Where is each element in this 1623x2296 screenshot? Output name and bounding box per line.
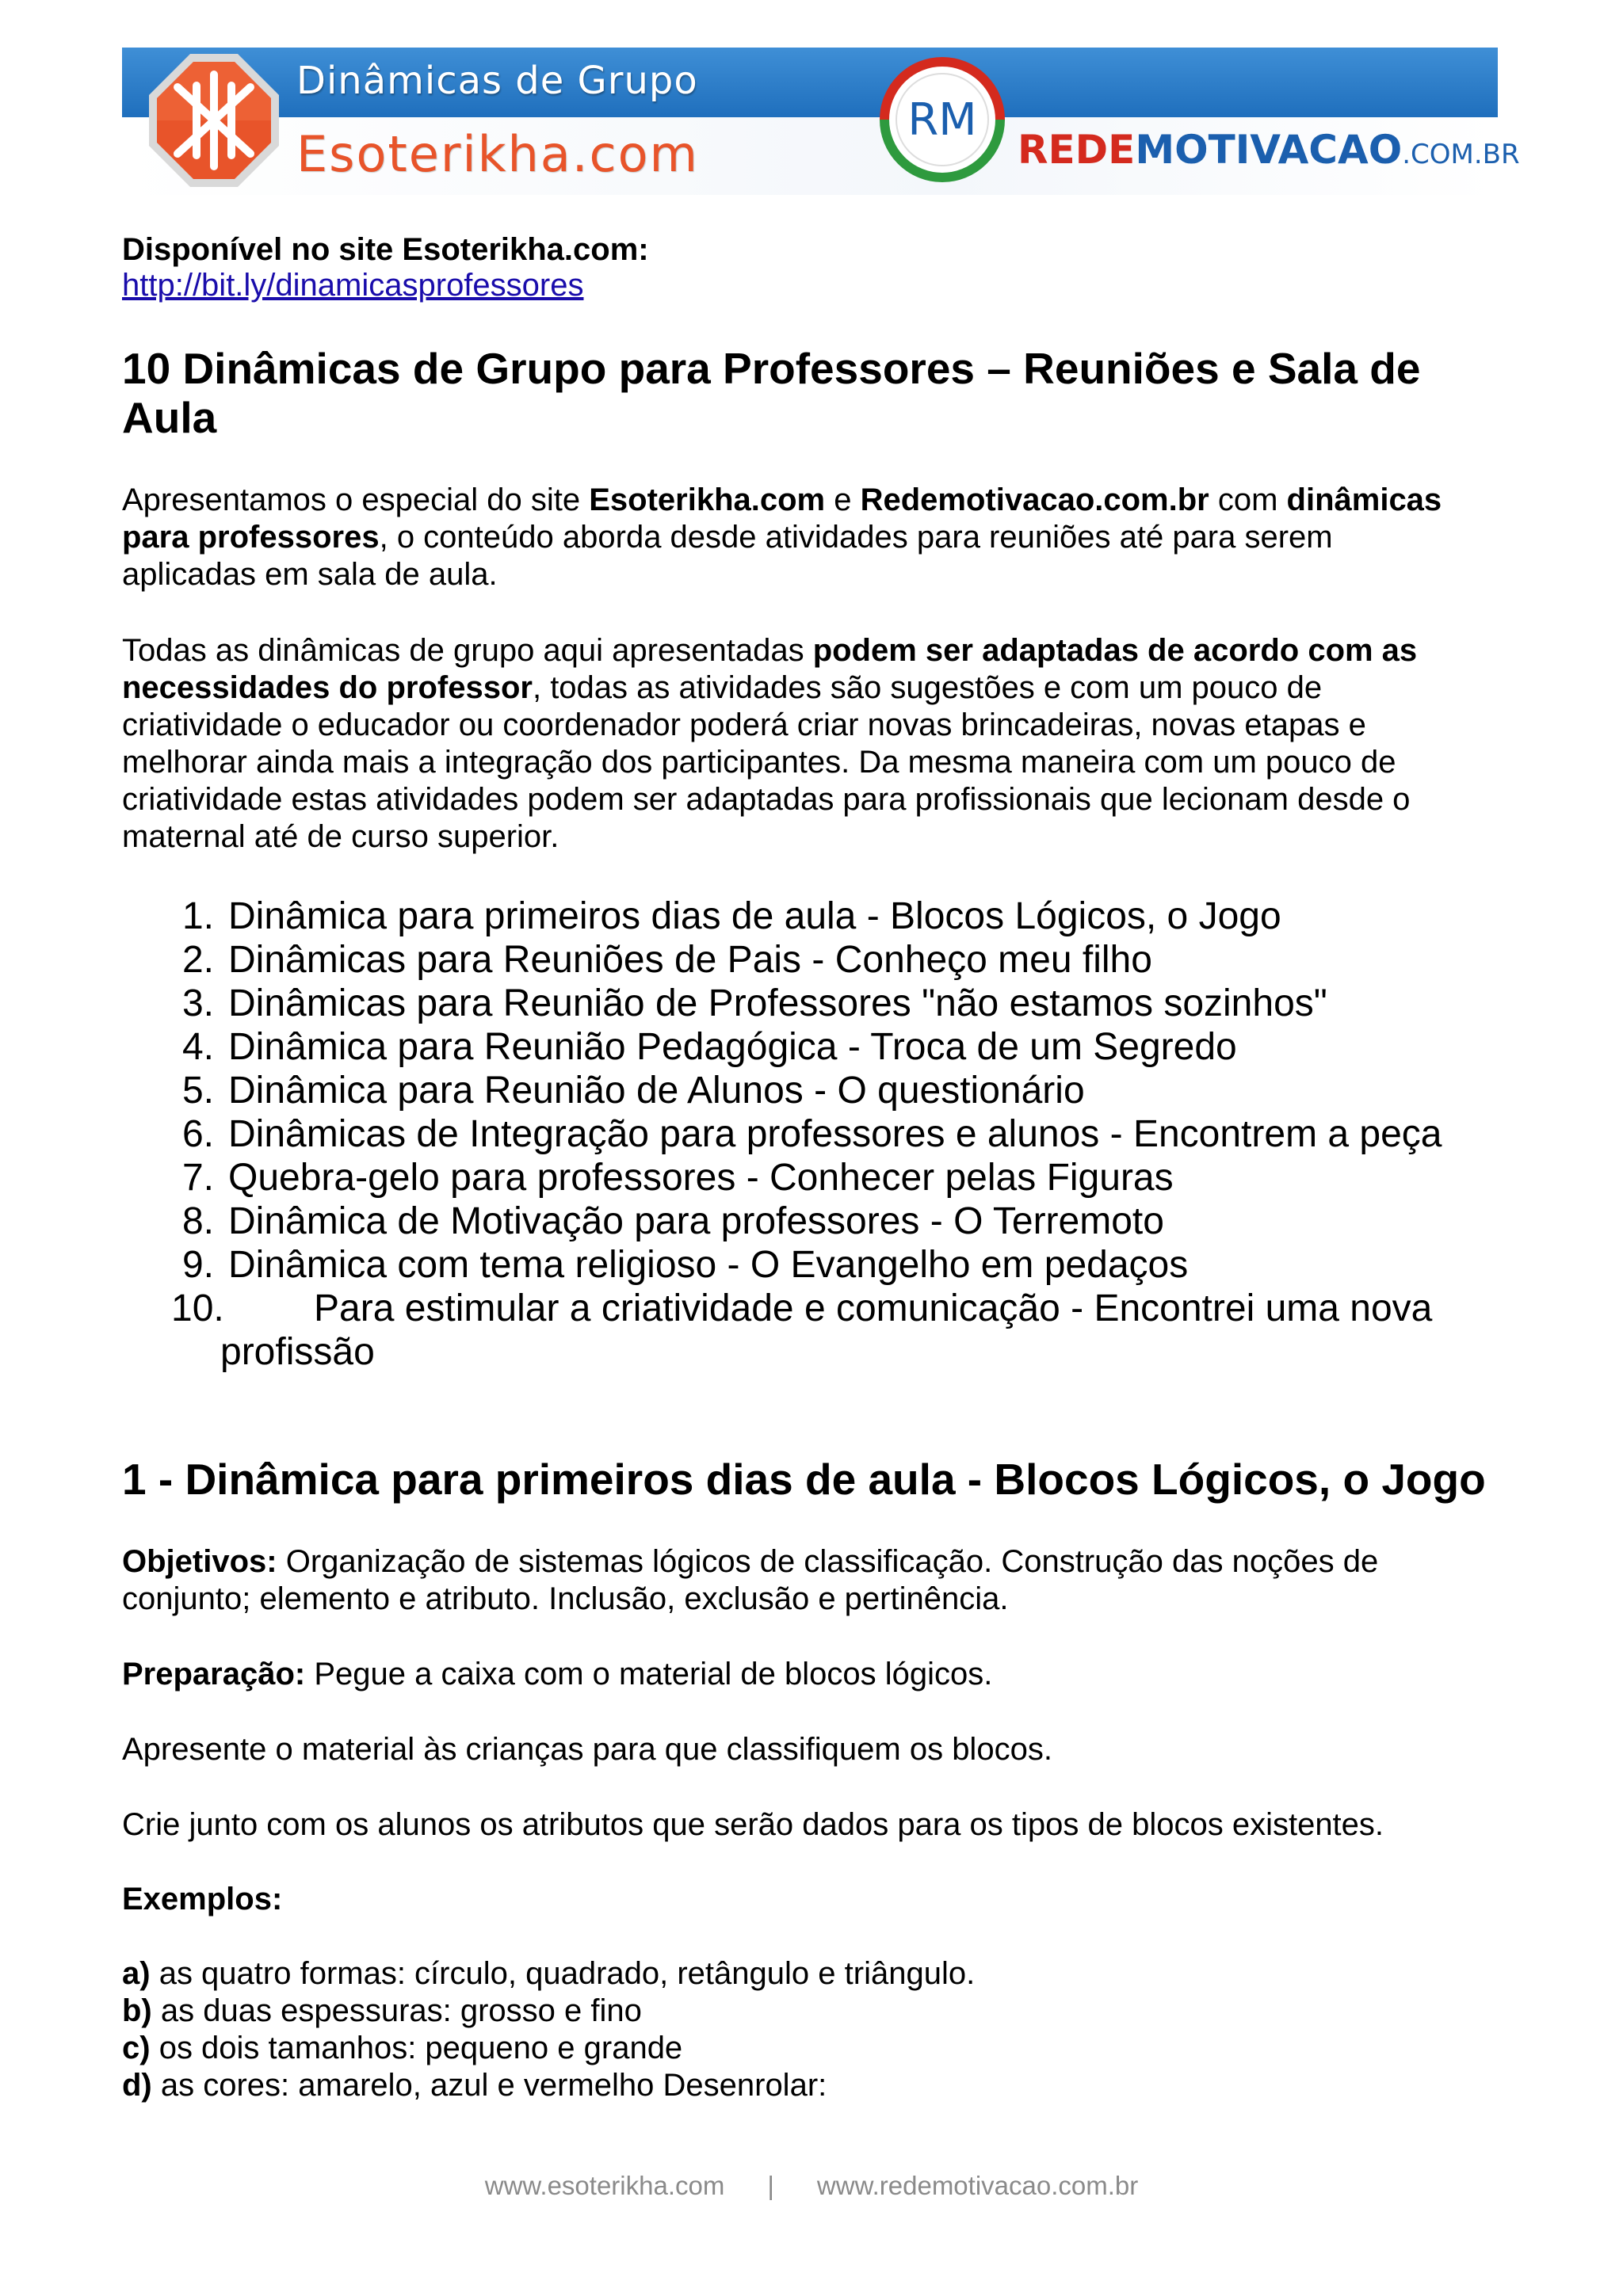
intro-paragraph-2-line-6: maternal até de curso superior. xyxy=(122,819,559,854)
section-1-paragraph: Apresente o material às crianças para que classifiquem os blocos. xyxy=(122,1732,1052,1767)
footer-separator: | xyxy=(767,2171,774,2200)
page-title-line-2: Aula xyxy=(122,393,217,442)
footer-link-redemotivacao[interactable]: www.redemotivacao.com.br xyxy=(816,2171,1139,2200)
example-item: d) as cores: amarelo, azul e vermelho Desenrolar: xyxy=(122,2068,827,2103)
preparacao-line: Preparação: Pegue a caixa com o material de blocos lógicos. xyxy=(122,1657,993,1691)
intro-paragraph-2-line-4: melhorar ainda mais a integração dos participantes. Da mesma maneira com um pouco de xyxy=(122,745,1396,780)
toc-item[interactable]: 3. Dinâmicas para Reunião de Professores "não estamos sozinhos" xyxy=(181,982,1327,1024)
esoterikha-logo-icon xyxy=(146,51,282,190)
toc-item[interactable]: 2. Dinâmicas para Reuniões de Pais - Conheço meu filho xyxy=(181,939,1152,981)
rm-badge-text: RM xyxy=(907,94,977,146)
toc-item[interactable]: 1. Dinâmica para primeiros dias de aula - Blocos Lógicos, o Jogo xyxy=(181,895,1281,937)
objetivos-line-2: conjunto; elemento e atributo. Inclusão, exclusão e pertinência. xyxy=(122,1581,1009,1616)
banner-domain: Esoterikha.com xyxy=(296,125,699,183)
section-1-paragraph: Crie junto com os alunos os atributos que serão dados para os tipos de blocos existentes. xyxy=(122,1807,1384,1842)
rm-wordmark-tld: .COM.BR xyxy=(1402,139,1520,170)
objetivos-line-1: Objetivos: Organização de sistemas lógicos de classificação. Construção das noções de xyxy=(122,1544,1379,1579)
toc-item[interactable]: 10. Para estimular a criatividade e comunicação - Encontrei uma nova xyxy=(171,1287,1433,1329)
rm-wordmark-red: REDE xyxy=(1018,127,1136,173)
example-item: b) as duas espessuras: grosso e fino xyxy=(122,1993,642,2028)
intro-paragraph-2-line-2: necessidades do professor, todas as atividades são sugestões e com um pouco de xyxy=(122,670,1323,705)
intro-paragraph-2-line-1: Todas as dinâmicas de grupo aqui apresentadas podem ser adaptadas de acordo com as xyxy=(122,633,1418,668)
toc-item[interactable]: 7. Quebra-gelo para professores - Conhecer pelas Figuras xyxy=(181,1157,1174,1199)
toc-item-continuation[interactable]: profissão xyxy=(220,1331,375,1373)
source-link[interactable]: http://bit.ly/dinamicasprofessores xyxy=(122,268,584,303)
intro-paragraph-1-line-1: Apresentamos o especial do site Esoterikha.com e Redemotivacao.com.br com dinâmicas xyxy=(122,482,1442,517)
example-item: a) as quatro formas: círculo, quadrado, retângulo e triângulo. xyxy=(122,1956,976,1991)
footer-link-esoterikha[interactable]: www.esoterikha.com xyxy=(484,2171,725,2200)
header-banner xyxy=(122,48,1520,195)
rm-wordmark-blue: MOTIVACAO xyxy=(1135,127,1403,173)
source-label: Disponível no site Esoterikha.com: xyxy=(122,232,649,267)
toc-item[interactable]: 4. Dinâmica para Reunião Pedagógica - Troca de um Segredo xyxy=(181,1026,1237,1068)
page-title-line-1: 10 Dinâmicas de Grupo para Professores – Reuniões e Sala de xyxy=(122,344,1421,393)
toc-item[interactable]: 8. Dinâmica de Motivação para professores - O Terremoto xyxy=(181,1200,1164,1242)
toc-item[interactable]: 9. Dinâmica com tema religioso - O Evangelho em pedaços xyxy=(181,1244,1189,1286)
rm-wordmark xyxy=(1018,127,1520,173)
intro-paragraph-1-line-3: aplicadas em sala de aula. xyxy=(122,557,498,592)
toc-item[interactable]: 5. Dinâmica para Reunião de Alunos - O questionário xyxy=(181,1070,1085,1112)
intro-paragraph-2-line-3: criatividade o educador ou coordenador poderá criar novas brincadeiras, novas etapas e xyxy=(122,707,1366,742)
example-item: c) os dois tamanhos: pequeno e grande xyxy=(122,2031,683,2065)
page-footer xyxy=(0,2171,1623,2201)
section-1-heading: 1 - Dinâmica para primeiros dias de aula - Blocos Lógicos, o Jogo xyxy=(122,1455,1486,1504)
intro-paragraph-1-line-2: para professores, o conteúdo aborda desde atividades para reuniões até para serem xyxy=(122,520,1333,555)
redemotivacao-logo-icon xyxy=(875,52,1010,187)
banner-tagline: Dinâmicas de Grupo xyxy=(296,59,698,103)
exemplos-label: Exemplos: xyxy=(122,1882,283,1917)
intro-paragraph-2-line-5: criatividade estas atividades podem ser adaptadas para profissionais que lecionam desde o xyxy=(122,782,1411,817)
toc-item[interactable]: 6. Dinâmicas de Integração para professores e alunos - Encontrem a peça xyxy=(181,1113,1442,1155)
